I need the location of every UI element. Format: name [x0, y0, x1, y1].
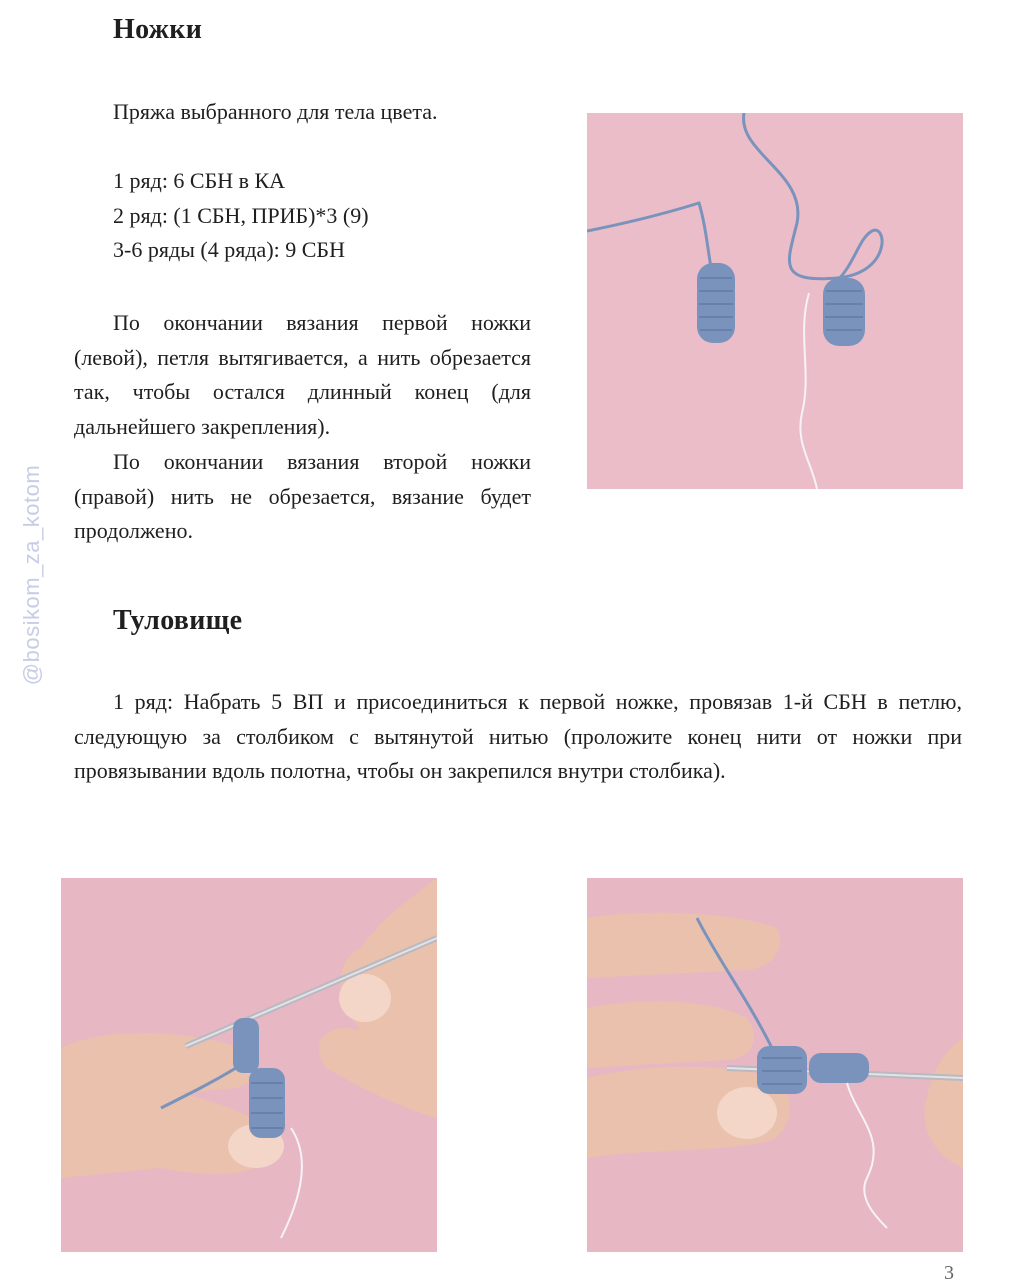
body-heading: Туловище [113, 605, 243, 636]
page-number: 3 [944, 1262, 954, 1284]
photo-legs-illustration [587, 113, 963, 489]
photo-hook-illustration [61, 878, 437, 1252]
legs-row: 1 ряд: 6 СБН в КА [113, 168, 286, 193]
legs-yarn-text: Пряжа выбранного для тела цвета. [113, 99, 438, 124]
body-paragraph: 1 ряд: Набрать 5 ВП и присоединиться к первой ножке, провязав 1-й СБН в петлю, следующую за столбиком с вытянутой нитью (проложите конец нити от ножки при провязывании вдоль полотна, чтобы он закрепился внутри столбика). [74, 689, 962, 783]
photo-joining-illustration [587, 878, 963, 1252]
photo-joining-leg [587, 878, 963, 1252]
legs-rows [113, 164, 533, 268]
photo-crocheted-legs [587, 113, 963, 489]
legs-paragraph-second: По окончании вязания второй ножки (правой) нить не обрезается, вязание будет продолжено. [74, 449, 531, 543]
watermark: @bosikom_za_kotom [19, 464, 44, 686]
legs-heading: Ножки [113, 14, 203, 45]
legs-row: 2 ряд: (1 СБН, ПРИБ)*3 (9) [113, 202, 369, 228]
legs-row: 3-6 ряды (4 ряда): 9 СБН [113, 237, 345, 262]
photo-hook-chain [61, 878, 437, 1252]
legs-paragraph-first: По окончании вязания первой ножки (левой), петля вытягивается, а нить обрезается так, чтобы остался длинный конец (для дальнейшего закрепления). [74, 310, 531, 439]
